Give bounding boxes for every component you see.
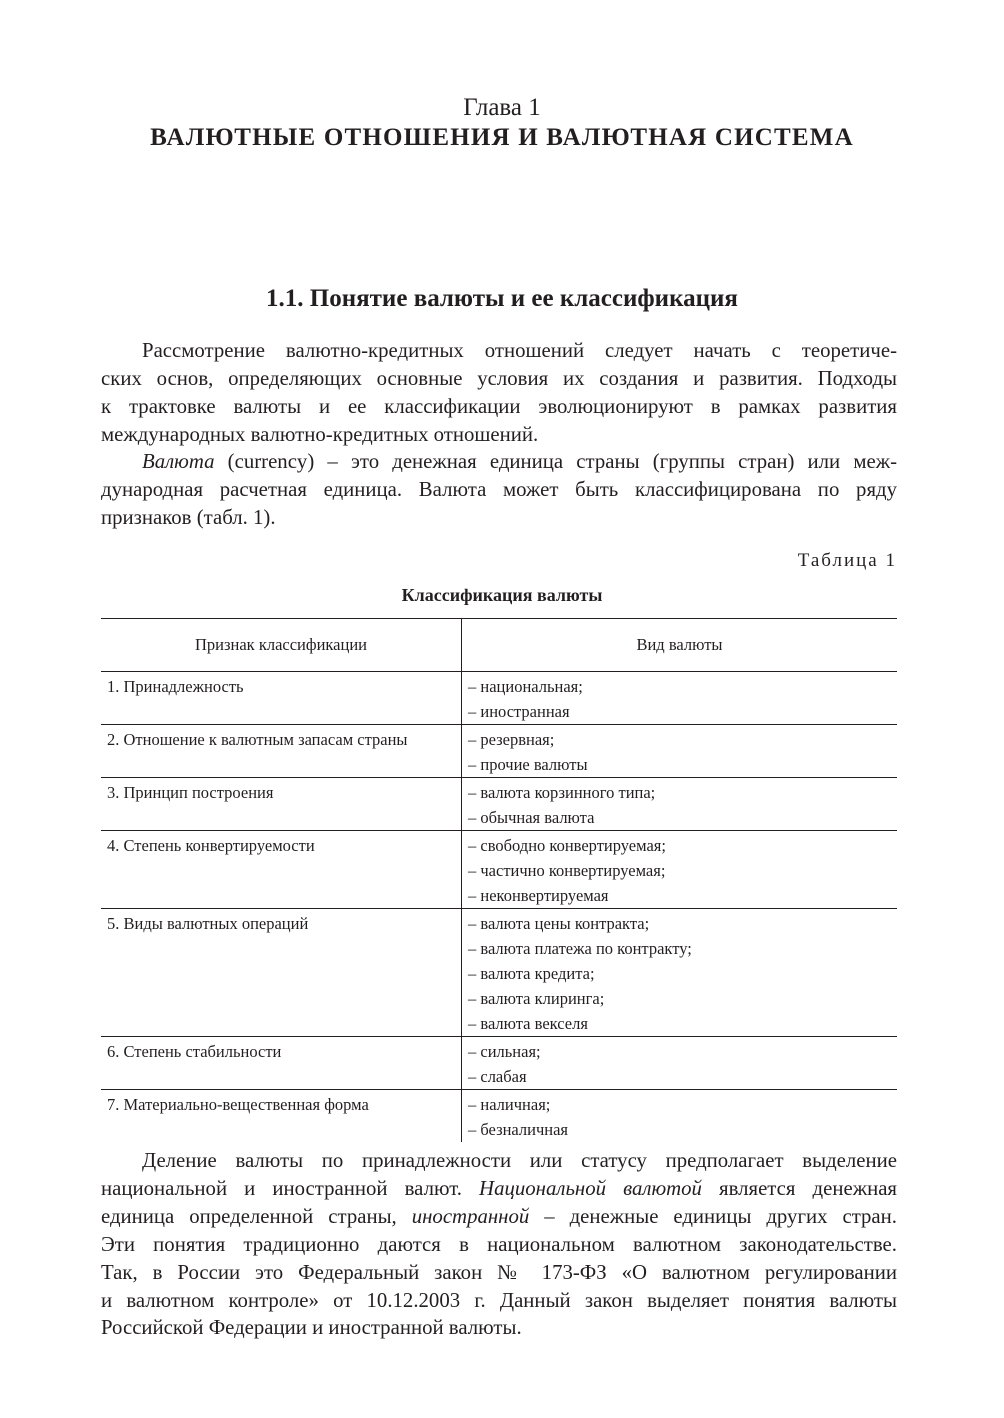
type-item: – валюта цены контракта; xyxy=(468,914,650,933)
type-item: – валюта корзинного типа; xyxy=(468,783,656,802)
table-number: Таблица 1 xyxy=(797,550,897,571)
type-item: – резервная; xyxy=(468,730,555,749)
intro-paragraph xyxy=(101,337,897,449)
national-currency-paragraph xyxy=(101,1147,897,1342)
paragraph-text: является денежная xyxy=(701,1176,897,1200)
type-item: – наличная; xyxy=(468,1095,551,1114)
header-type: Вид валюты xyxy=(462,619,898,672)
paragraph-line xyxy=(101,448,897,476)
table-row xyxy=(101,672,897,725)
table-row xyxy=(101,909,897,1037)
paragraph-line: Российской Федерации и иностранной валюты. xyxy=(101,1316,522,1340)
header-feature: Признак классификации xyxy=(101,619,462,672)
paragraph-line xyxy=(101,1203,897,1231)
type-item: – обычная валюта xyxy=(468,808,595,827)
type-item: – валюта векселя xyxy=(468,1014,588,1033)
type-cell xyxy=(462,778,898,831)
type-item: – национальная; xyxy=(468,677,583,696)
table-row xyxy=(101,831,897,909)
table-row xyxy=(101,778,897,831)
term-foreign-currency: иностранной xyxy=(411,1204,530,1228)
paragraph-line: Эти понятия традиционно даются в национальном валютном законодательстве. xyxy=(101,1232,897,1256)
table-header-row xyxy=(101,619,897,672)
paragraph-line: ских основ, определяющих основные условия их создания и развития. Подходы xyxy=(101,366,897,390)
type-cell xyxy=(462,831,898,909)
type-item: – неконвертируемая xyxy=(468,886,609,905)
type-item: – валюта платежа по контракту; xyxy=(468,939,692,958)
type-item: – частично конвертируемая; xyxy=(468,861,666,880)
type-item: – свободно конвертируемая; xyxy=(468,836,666,855)
type-cell xyxy=(462,909,898,1037)
type-item: – слабая xyxy=(468,1067,527,1086)
paragraph-line: и валютном контроле» от 10.12.2003 г. Данный закон выделяет понятия валюты xyxy=(101,1288,897,1312)
feature-cell: 1. Принадлежность xyxy=(101,672,462,725)
definition-paragraph xyxy=(101,448,897,532)
type-item: – безналичная xyxy=(468,1120,568,1139)
feature-cell: 2. Отношение к валютным запасам страны xyxy=(101,725,462,778)
term-national-currency: Национальной валютой xyxy=(479,1176,702,1200)
paragraph-line: Деление валюты по принадлежности или статусу предполагает выделение xyxy=(142,1149,897,1172)
type-cell xyxy=(462,1037,898,1090)
table-row xyxy=(101,1037,897,1090)
classification-table xyxy=(101,618,897,1142)
chapter-label: Глава 1 xyxy=(463,94,541,121)
paragraph-line: признаков (табл. 1). xyxy=(101,505,276,529)
table-row xyxy=(101,1090,897,1143)
type-item: – иностранная xyxy=(468,702,570,721)
paragraph-line: к трактовке валюты и ее классификации эволюционируют в рамках развития xyxy=(101,394,897,418)
feature-cell: 4. Степень конвертируемости xyxy=(101,831,462,909)
paragraph-text: (currency) – это денежная единица страны (группы стран) или меж- xyxy=(214,450,897,473)
paragraph-line: Рассмотрение валютно-кредитных отношений следует начать с теоретиче- xyxy=(142,339,897,362)
table-row xyxy=(101,725,897,778)
paragraph-line: Так, в России это Федеральный закон № 173-ФЗ «О валютном регулировании xyxy=(101,1260,897,1284)
feature-cell: 6. Степень стабильности xyxy=(101,1037,462,1090)
feature-cell: 3. Принцип построения xyxy=(101,778,462,831)
type-cell xyxy=(462,672,898,725)
paragraph-text: национальной и иностранной валют. xyxy=(101,1176,480,1200)
type-item: – валюта кредита; xyxy=(468,964,595,983)
type-item: – сильная; xyxy=(468,1042,541,1061)
table-title: Классификация валюты xyxy=(401,585,603,605)
type-item: – прочие валюты xyxy=(468,755,588,774)
feature-cell: 5. Виды валютных операций xyxy=(101,909,462,1037)
feature-cell: 7. Материально-вещественная форма xyxy=(101,1090,462,1143)
paragraph-text: – денежные единицы других стран. xyxy=(529,1204,897,1228)
paragraph-line: дународная расчетная единица. Валюта может быть классифицирована по ряду xyxy=(101,477,897,501)
section-title: 1.1. Понятие валюты и ее классификация xyxy=(266,285,738,312)
paragraph-line xyxy=(101,1175,897,1203)
term-currency: Валюта xyxy=(142,450,215,473)
chapter-title: ВАЛЮТНЫЕ ОТНОШЕНИЯ И ВАЛЮТНАЯ СИСТЕМА xyxy=(150,124,854,151)
paragraph-text: единица определенной страны, xyxy=(101,1204,412,1228)
paragraph-line: международных валютно-кредитных отношений. xyxy=(101,422,539,446)
type-cell xyxy=(462,1090,898,1143)
type-item: – валюта клиринга; xyxy=(468,989,605,1008)
type-cell xyxy=(462,725,898,778)
